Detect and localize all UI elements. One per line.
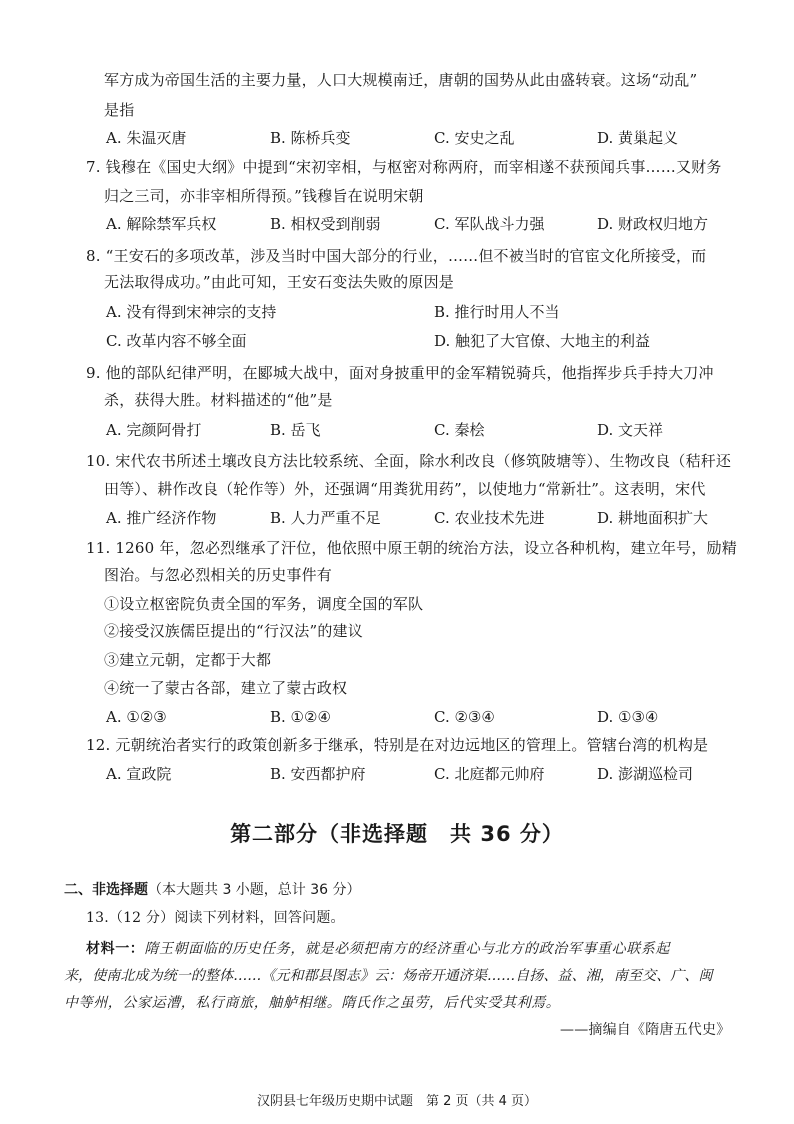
q13-material-label: 材料一： bbox=[86, 941, 145, 957]
q7-option-a: A. 解除禁军兵权 bbox=[106, 215, 217, 233]
q11-option-b: B. ①②④ bbox=[270, 708, 331, 726]
q10-stem-line1: 10. 宋代农书所述土壤改良方法比较系统、全面，除水利改良（修筑陂塘等）、生物改良（秸秆还 bbox=[86, 452, 732, 470]
q12-option-d: D. 澎湖巡检司 bbox=[597, 765, 694, 783]
page-footer: 汉阴县七年级历史期中试题 第 2 页（共 4 页） bbox=[256, 1094, 538, 1109]
q6-option-b: B. 陈桥兵变 bbox=[270, 129, 351, 147]
q8-option-d: D. 触犯了大官僚、大地主的利益 bbox=[434, 332, 651, 350]
q9-option-d: D. 文天祥 bbox=[597, 421, 664, 439]
q9-option-a: A. 完颜阿骨打 bbox=[106, 421, 202, 439]
q7-stem-line2: 归之三司，亦非宰相所得预。”钱穆旨在说明宋朝 bbox=[104, 187, 424, 205]
q12-option-b: B. 安西都护府 bbox=[270, 765, 366, 783]
q11-item-3: ③建立元朝，定都于大都 bbox=[104, 651, 272, 669]
q11-item-1: ①设立枢密院负责全国的军务，调度全国的军队 bbox=[104, 595, 424, 613]
q11-option-d: D. ①③④ bbox=[597, 708, 659, 726]
q7-option-d: D. 财政权归地方 bbox=[597, 215, 709, 233]
q11-option-a: A. ①②③ bbox=[106, 708, 167, 726]
q10-option-b: B. 人力严重不足 bbox=[270, 509, 381, 527]
q6-option-d: D. 黄巢起义 bbox=[597, 129, 679, 147]
q8-option-a: A. 没有得到宋神宗的支持 bbox=[106, 303, 277, 321]
q7-option-b: B. 相权受到削弱 bbox=[270, 215, 381, 233]
q13-stem: 13.（12 分）阅读下列材料，回答问题。 bbox=[86, 910, 345, 926]
section2-heading bbox=[64, 880, 361, 900]
q12-option-c: C. 北庭都元帅府 bbox=[434, 765, 545, 783]
q8-stem-line2: 无法取得成功。”由此可知，王安石变法失败的原因是 bbox=[104, 273, 454, 291]
part2-title: 第二部分（非选择题 共 36 分） bbox=[230, 822, 564, 846]
q13-material-text1: 隋王朝面临的历史任务，就是必须把南方的经济重心与北方的政治军事重心联系起 bbox=[144, 941, 671, 957]
q11-stem-line1: 11. 1260 年，忽必烈继承了汗位，他依照中原王朝的统治方法，设立各种机构，建立年号，励精 bbox=[86, 539, 737, 557]
q7-stem-line1: 7. 钱穆在《国史大纲》中提到“宋初宰相，与枢密对称两府，而宰相遂不获预闻兵事……又财务 bbox=[86, 158, 722, 176]
q11-item-2: ②接受汉族儒臣提出的“行汉法”的建议 bbox=[104, 622, 363, 640]
q8-stem-line1: 8. “王安石的多项改革，涉及当时中国大部分的行业，……但不被当时的官宦文化所接受，而 bbox=[86, 247, 707, 265]
q6-stem-line1: 军方成为帝国生活的主要力量，人口大规模南迁，唐朝的国势从此由盛转衰。这场“动乱” bbox=[104, 71, 698, 89]
q13-material-line3: 中等州，公家运漕，私行商旅，舳舻相继。隋氏作之虽劳，后代实受其利焉。 bbox=[64, 995, 561, 1011]
q11-stem-line2: 图治。与忽必烈相关的历史事件有 bbox=[104, 566, 333, 584]
q12-stem-line1: 12. 元朝统治者实行的政策创新多于继承，特别是在对边远地区的管理上。管辖台湾的机构是 bbox=[86, 736, 709, 754]
q8-option-b: B. 推行时用人不当 bbox=[434, 303, 560, 321]
q6-option-c: C. 安史之乱 bbox=[434, 129, 515, 147]
q7-option-c: C. 军队战斗力强 bbox=[434, 215, 545, 233]
q9-option-b: B. 岳飞 bbox=[270, 421, 321, 439]
q10-option-d: D. 耕地面积扩大 bbox=[597, 509, 709, 527]
q12-option-a: A. 宣政院 bbox=[106, 765, 172, 783]
q8-option-c: C. 改革内容不够全面 bbox=[106, 332, 247, 350]
q13-material-line1 bbox=[86, 939, 670, 959]
q11-item-4: ④统一了蒙古各部，建立了蒙古政权 bbox=[104, 679, 348, 697]
q6-stem-line2: 是指 bbox=[104, 101, 135, 119]
q9-option-c: C. 秦桧 bbox=[434, 421, 485, 439]
q10-option-c: C. 农业技术先进 bbox=[434, 509, 545, 527]
q6-option-a: A. 朱温灭唐 bbox=[106, 129, 187, 147]
q9-stem-line1: 9. 他的部队纪律严明，在郾城大战中，面对身披重甲的金军精锐骑兵，他指挥步兵手持大刀冲 bbox=[86, 364, 714, 382]
q9-stem-line2: 杀，获得大胜。材料描述的“他”是 bbox=[104, 391, 333, 409]
q13-source: ——摘编自《隋唐五代史》 bbox=[560, 1022, 731, 1038]
section2-heading-note: （本大题共 3 小题，总计 36 分） bbox=[148, 882, 361, 898]
q10-stem-line2: 田等）、耕作改良（轮作等）外，还强调“用粪犹用药”，以使地力“常新壮”。这表明，宋代 bbox=[104, 480, 706, 498]
q10-option-a: A. 推广经济作物 bbox=[106, 509, 217, 527]
q11-option-c: C. ②③④ bbox=[434, 708, 495, 726]
q13-material-line2: 来，使南北成为统一的整体……《元和郡县图志》云：炀帝开通济渠……自扬、益、湘，南至交、广、闽 bbox=[64, 968, 713, 984]
section2-heading-label: 二、非选择题 bbox=[64, 882, 148, 898]
